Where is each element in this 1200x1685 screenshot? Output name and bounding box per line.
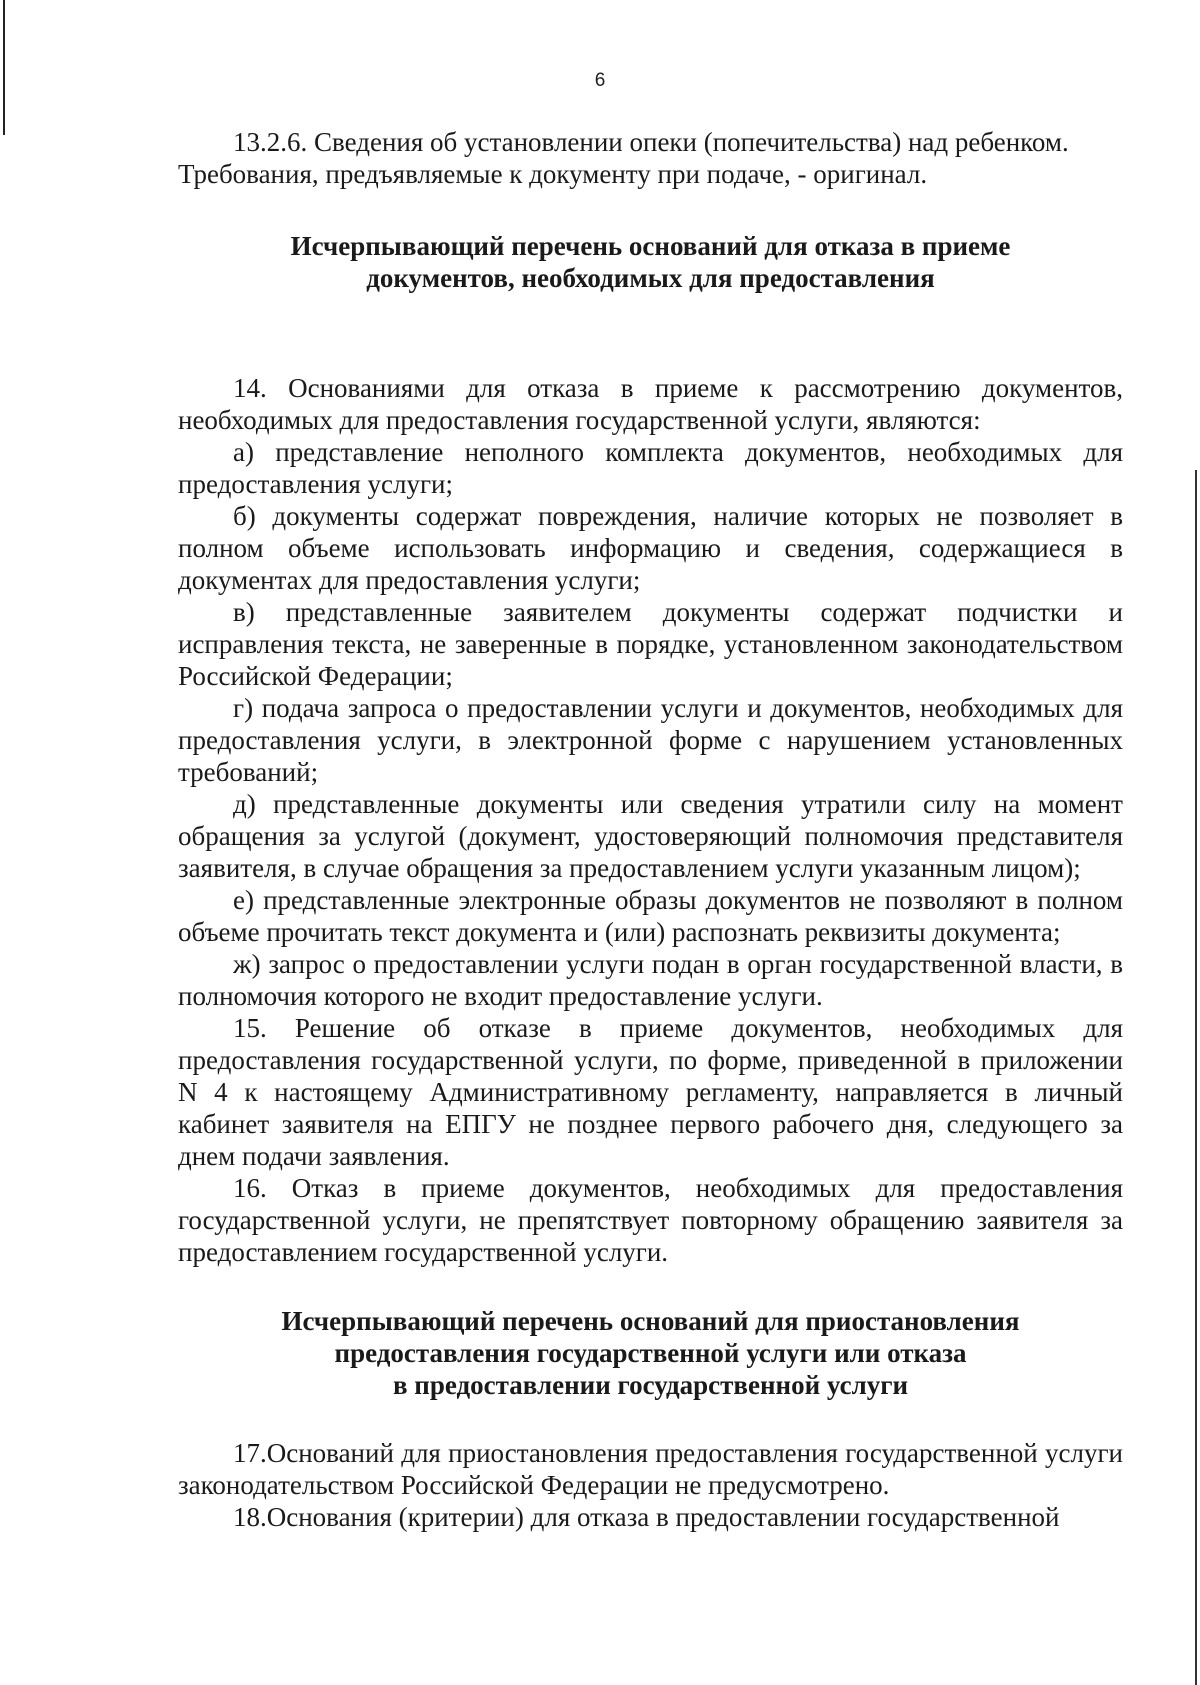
paragraph-14: 14. Основаниями для отказа в приеме к рассмотрению документов, необходимых для предоставления государственной услуги, являются: xyxy=(178,373,1123,435)
paragraph-16: 16. Отказ в приеме документов, необходимых для предоставления государственной услуги, не препятствует повторному обращению заявителя за предоставлением государственной услуги. xyxy=(178,1173,1123,1267)
document-body xyxy=(178,126,1123,1533)
intro-line-2: Требования, предъявляемые к документу при подаче, - оригинал. xyxy=(178,159,928,189)
paragraph-15: 15. Решение об отказе в приеме документов, необходимых для предоставления государственной услуги, по форме, приведенной в приложении N 4 к настоящему Административному регламенту, направляется в личный кабинет заявителя на ЕПГУ не позднее первого рабочего дня, следующего за днем подачи заявления. xyxy=(178,1013,1123,1171)
section-heading-2-line-2: предоставления государственной услуги или отказа xyxy=(334,1338,967,1368)
paragraph-17: 17.Оснований для приостановления предоставления государственной услуги законодательством Российской Федерации не предусмотрено. xyxy=(178,1438,1123,1500)
paragraph-14-b: б) документы содержат повреждения, наличие которых не позволяет в полном объеме использовать информацию и сведения, содержащиеся в документах для предоставления услуги; xyxy=(178,501,1123,595)
paragraph-14-v: в) представленные заявителем документы содержат подчистки и исправления текста, не заверенные в порядке, установленном законодательством Российской Федерации; xyxy=(178,597,1123,691)
intro-line-1: 13.2.6. Сведения об установлении опеки (попечительства) над ребенком. xyxy=(233,127,1069,157)
scan-edge-left xyxy=(3,0,5,135)
page-number: 6 xyxy=(594,70,606,91)
section-heading-1 xyxy=(178,230,1123,294)
scan-edge-right xyxy=(1195,470,1197,1685)
paragraph-14-e: е) представленные электронные образы документов не позволяют в полном объеме прочитать текст документа и (или) распознать реквизиты документа; xyxy=(178,885,1123,947)
paragraph-18: 18.Основания (критерии) для отказа в предоставлении государственной xyxy=(233,1502,1060,1532)
section-heading-2-line-1: Исчерпывающий перечень оснований для приостановления xyxy=(281,1306,1020,1336)
paragraph-14-a: а) представление неполного комплекта документов, необходимых для предоставления услуги; xyxy=(178,437,1123,499)
section-heading-2-line-3: в предоставлении государственной услуги xyxy=(392,1370,909,1400)
paragraph-14-g: г) подача запроса о предоставлении услуги и документов, необходимых для предоставления услуги, в электронной форме с нарушением установленных требований; xyxy=(178,693,1123,787)
section-heading-1-line-2: документов, необходимых для предоставления xyxy=(366,263,935,293)
section-heading-1-line-1: Исчерпывающий перечень оснований для отказа в приеме xyxy=(290,231,1011,261)
paragraph-14-d: д) представленные документы или сведения утратили силу на момент обращения за услугой (документ, удостоверяющий полномочия представителя заявителя, в случае обращения за предоставлением услуги указанным лицом); xyxy=(178,789,1123,883)
section-heading-2 xyxy=(178,1305,1123,1401)
paragraph-14-zh: ж) запрос о предоставлении услуги подан в орган государственной власти, в полномочия которого не входит предоставление услуги. xyxy=(178,949,1123,1011)
